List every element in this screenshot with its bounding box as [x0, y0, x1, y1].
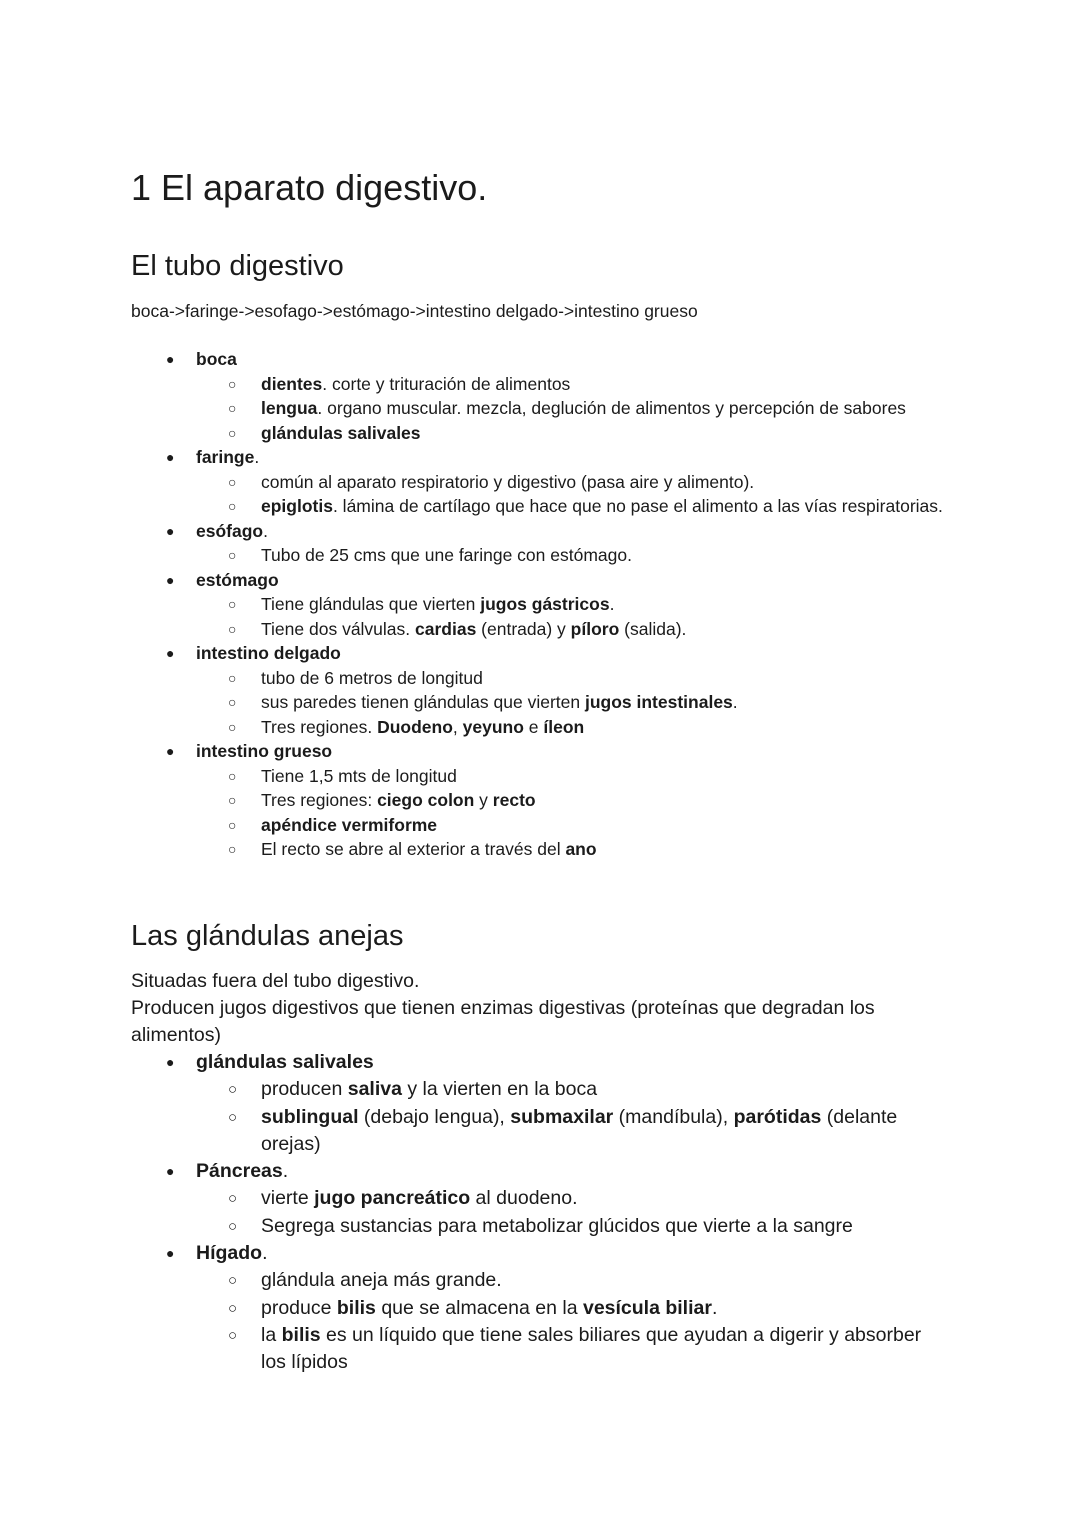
list-item-suffix: . [254, 447, 260, 467]
text-run: . organo muscular. mezcla, deglución de alimentos y percepción de sabores [317, 398, 906, 418]
section-heading-tubo-digestivo: El tubo digestivo [131, 250, 344, 282]
sub-list-item [131, 764, 951, 789]
sub-list-item [131, 1213, 951, 1240]
text-run: . [609, 594, 615, 614]
bold-term: píloro [570, 618, 620, 639]
list-item-intestino-delgado [131, 641, 951, 666]
hollow-bullet-icon: ○ [228, 718, 237, 735]
bold-term: glándulas salivales [261, 422, 421, 443]
hollow-bullet-icon: ○ [228, 1272, 238, 1290]
text-run: El recto se abre al exterior a través del [261, 839, 566, 859]
list-item-estomago [131, 568, 951, 593]
paragraph-producen: Producen jugos digestivos que tienen enzimas digestivas (proteínas que degradan los alimentos) [131, 997, 875, 1047]
text-run: producen [261, 1078, 348, 1101]
text-run: (delante orejas) [261, 1105, 898, 1155]
bold-term: ano [565, 839, 597, 859]
bullet-icon: ● [166, 1163, 175, 1180]
text-run: . lámina de cartílago que hace que no pase el alimento a las vías respiratorias. [332, 496, 943, 516]
hollow-bullet-icon: ○ [228, 1190, 238, 1208]
text-run: que se almacena en la [375, 1296, 583, 1319]
bold-term: dientes [261, 373, 323, 394]
text-run: (mandíbula), [613, 1105, 734, 1128]
paragraph-situadas: Situadas fuera del tubo digestivo. [131, 970, 420, 992]
list-item-suffix: . [282, 1160, 289, 1183]
text-run: . corte y trituración de alimentos [322, 373, 571, 394]
hollow-bullet-icon: ○ [228, 1108, 238, 1126]
text-run: Tiene dos válvulas. [261, 618, 416, 639]
hollow-bullet-icon: ○ [228, 596, 237, 612]
text-run: (entrada) y [476, 618, 571, 639]
text-run: Tres regiones. [261, 716, 378, 737]
text-run: e [523, 716, 544, 737]
hollow-bullet-icon: ○ [228, 620, 237, 637]
hollow-bullet-icon: ○ [228, 473, 237, 490]
section-heading-glandulas-anejas: Las glándulas anejas [131, 920, 404, 952]
document-title: 1 El aparato digestivo. [131, 167, 488, 208]
hollow-bullet-icon: ○ [228, 498, 237, 514]
bold-term: íleon [543, 716, 585, 737]
list-item-label: faringe [196, 447, 255, 467]
text-run: tubo de 6 metros de longitud [261, 667, 483, 688]
hollow-bullet-icon: ○ [228, 669, 237, 686]
sub-list-item [131, 1104, 951, 1159]
text-run: Tiene glándulas que vierten [261, 594, 481, 614]
list-item-glandulas-salivales [131, 1049, 951, 1076]
text-run: la [261, 1323, 282, 1346]
bold-term: saliva [347, 1078, 402, 1101]
bold-term: jugos intestinales [584, 692, 733, 712]
hollow-bullet-icon: ○ [228, 841, 237, 857]
sub-list-item [131, 1322, 951, 1377]
list-item-label: boca [196, 349, 237, 369]
bold-term: recto [492, 790, 536, 810]
sub-list-item [131, 494, 951, 519]
bold-term: submaxilar [510, 1105, 614, 1128]
bold-term: bilis [281, 1323, 321, 1346]
text-run: Tubo de 25 cms que une faringe con estómago. [261, 545, 632, 565]
hollow-bullet-icon: ○ [228, 767, 237, 784]
glandulas-anejas-list [131, 1049, 951, 1377]
sub-list-item [131, 617, 951, 642]
text-run: glándula aneja más grande. [261, 1269, 502, 1292]
sub-list-item [131, 813, 951, 838]
sub-list-item [131, 1267, 951, 1294]
bold-term: sublingual [261, 1105, 359, 1128]
sub-list-item [131, 592, 951, 617]
list-item-label: glándulas salivales [196, 1051, 374, 1073]
list-item-esofago [131, 519, 951, 544]
sub-list-item [131, 837, 951, 862]
bold-term: apéndice vermiforme [261, 814, 438, 835]
bullet-icon: ● [166, 522, 175, 539]
bullet-icon: ● [166, 351, 175, 367]
list-item-suffix: . [262, 1242, 268, 1265]
tubo-digestivo-list [131, 347, 951, 862]
text-run: es un líquido que tiene sales biliares que ayudan a digerir y absorber los lípidos [261, 1323, 922, 1374]
bold-term: bilis [336, 1296, 376, 1319]
text-run: Tres regiones: [261, 790, 378, 810]
sub-list-item [131, 372, 951, 397]
bold-term: jugos gástricos [480, 594, 610, 614]
bold-term: lengua [261, 398, 318, 418]
hollow-bullet-icon: ○ [228, 1217, 238, 1235]
bullet-icon: ● [166, 571, 175, 588]
sub-list-item [131, 715, 951, 740]
list-item-pancreas [131, 1158, 951, 1185]
list-item-intestino-grueso [131, 739, 951, 764]
hollow-bullet-icon: ○ [228, 694, 237, 710]
text-run: (salida). [619, 618, 687, 639]
list-item-boca [131, 347, 951, 372]
list-item-faringe [131, 445, 951, 470]
sub-list-item [131, 666, 951, 691]
bold-term: jugo pancreático [314, 1187, 471, 1210]
text-run: , [452, 716, 463, 737]
text-run: al duodeno. [470, 1187, 578, 1210]
text-run: y la vierten en la boca [401, 1078, 598, 1101]
sub-list-item [131, 543, 951, 568]
bold-term: yeyuno [462, 716, 524, 737]
list-item-label: intestino grueso [196, 741, 333, 761]
hollow-bullet-icon: ○ [228, 1326, 238, 1344]
sub-list-item [131, 1185, 951, 1212]
list-item-label: Páncreas [196, 1160, 283, 1183]
bullet-icon: ● [166, 743, 175, 759]
text-run: produce [261, 1296, 337, 1319]
bold-term: epiglotis [261, 496, 333, 516]
bold-term: cardias [415, 618, 477, 639]
bullet-icon: ● [166, 645, 175, 661]
sub-list-item [131, 788, 951, 813]
list-item-suffix: . [263, 520, 268, 541]
sub-list-item [131, 470, 951, 495]
bold-term: vesícula biliar [582, 1296, 712, 1319]
list-item-label: esófago [196, 520, 264, 541]
sub-list-item [131, 1295, 951, 1322]
text-run: y [474, 790, 493, 810]
list-item-label: Hígado [196, 1242, 263, 1265]
list-item-label: intestino delgado [196, 643, 341, 663]
bold-term: Duodeno [377, 716, 453, 737]
list-item-label: estómago [196, 569, 279, 590]
hollow-bullet-icon: ○ [228, 1081, 238, 1099]
text-run: . [732, 692, 738, 712]
bullet-icon: ● [166, 1054, 175, 1070]
sub-list-item [131, 421, 951, 446]
hollow-bullet-icon: ○ [228, 547, 237, 563]
text-run: sus paredes tienen glándulas que vierten [261, 692, 585, 712]
bullet-icon: ● [166, 449, 175, 465]
sub-list-item [131, 1076, 951, 1103]
hollow-bullet-icon: ○ [228, 816, 237, 833]
hollow-bullet-icon: ○ [228, 792, 237, 808]
bold-term: ciego colon [377, 790, 475, 810]
list-item-higado [131, 1240, 951, 1267]
text-run: . [711, 1296, 718, 1319]
text-run: (debajo lengua), [358, 1105, 511, 1128]
hollow-bullet-icon: ○ [228, 400, 237, 416]
text-run: común al aparato respiratorio y digestivo (pasa aire y alimento). [261, 471, 755, 492]
text-run: Segrega sustancias para metabolizar glúcidos que vierte a la sangre [261, 1214, 853, 1237]
text-run: vierte [261, 1187, 315, 1210]
hollow-bullet-icon: ○ [228, 375, 237, 392]
bold-term: parótidas [733, 1105, 822, 1128]
text-run: Tiene 1,5 mts de longitud [261, 765, 457, 786]
bullet-icon: ● [166, 1245, 175, 1262]
digestive-flow-text: boca->faringe->esofago->estómago->intestino delgado->intestino grueso [131, 301, 698, 321]
sub-list-item [131, 690, 951, 715]
hollow-bullet-icon: ○ [228, 1299, 238, 1317]
sub-list-item [131, 396, 951, 421]
hollow-bullet-icon: ○ [228, 424, 237, 441]
